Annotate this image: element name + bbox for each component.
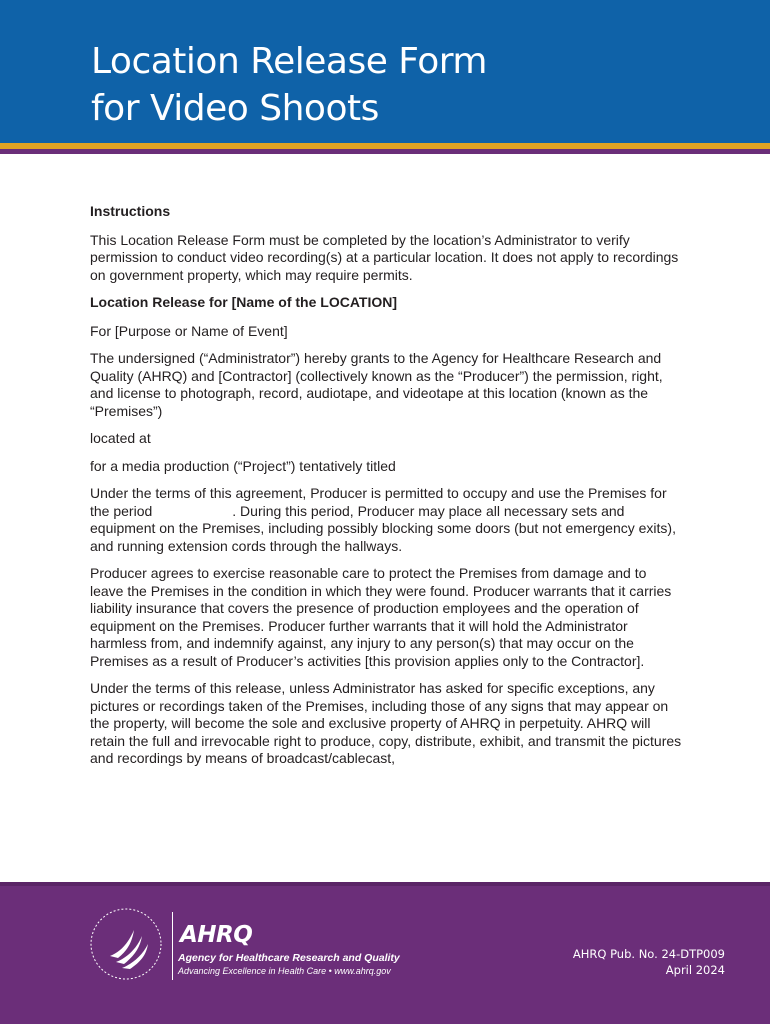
footer-banner [0,882,770,1024]
care-paragraph: Producer agrees to exercise reasonable care to protect the Premises from damage and to leave the Premises in the condition in which they were found. Producer warrants that it carries liability insurance that covers the presence of production employees and the operation of equipment on the Premises. Producer further warrants that it will hold the Administrator harmless from, and indemnify against, any injury to any person(s) that may occur on the Premises as a result of Producer’s activities [this provision applies only to the Contractor]. [90,565,672,669]
title-line-2: for Video Shoots [91,88,379,129]
located-at-line: located at [90,430,151,446]
pub-number: AHRQ Pub. No. 24-DTP009 [572,947,725,961]
purple-accent-band [0,149,770,154]
agency-name: Agency for Healthcare Research and Quality [178,952,400,964]
ahrq-logo: AHRQ [180,922,253,948]
page-title [91,38,487,132]
instructions-heading: Instructions [90,203,171,219]
release-heading: Location Release for [Name of the LOCATION] [90,294,397,310]
release-terms-paragraph: Under the terms of this release, unless Administrator has asked for specific exceptions, any pictures or recordings taken of the Premises, including those of any signs that may appear on the property, will become the sole and exclusive property of AHRQ in perpetuity. AHRQ will retain the full and irrevocable right to produce, copy, distribute, exhibit, and transmit the pictures and recordings by means of broadcast/cablecast, [90,680,682,766]
publication-info [573,946,725,978]
purpose-line: For [Purpose or Name of Event] [90,322,288,339]
project-title-line: for a media production (“Project”) tentatively titled [90,457,396,474]
terms-text-1: Under the terms of this agreement, Producer is permitted to occupy and use the Premises for the period [90,485,667,519]
hhs-seal-icon [88,906,164,982]
instructions-text: This Location Release Form must be completed by the location’s Administrator to verify permission to conduct video recording(s) at a particular location. It does not apply to recordings on government property, which may require permits. [90,231,679,283]
terms-text-2: . During this period, Producer may place all necessary sets and equipment on the Premises, including possibly blocking some doors (but not emergency exits), and running extension cords through the hallways. [90,502,676,554]
grant-paragraph: The undersigned (“Administrator”) hereby grants to the Agency for Healthcare Research and Quality (AHRQ) and [Contractor] (collectively known as the “Producer”) the permission, right, and license to photograph, record, audiotape, and videotape at this location (known as the “Premises”) [90,350,663,419]
pub-date: April 2024 [665,963,725,977]
agency-tagline: Advancing Excellence in Health Care • www.ahrq.gov [178,966,391,976]
terms-paragraph [90,485,682,555]
form-body [90,203,682,778]
logo-divider [172,912,173,980]
header-banner [0,0,770,143]
title-line-1: Location Release Form [91,41,487,82]
